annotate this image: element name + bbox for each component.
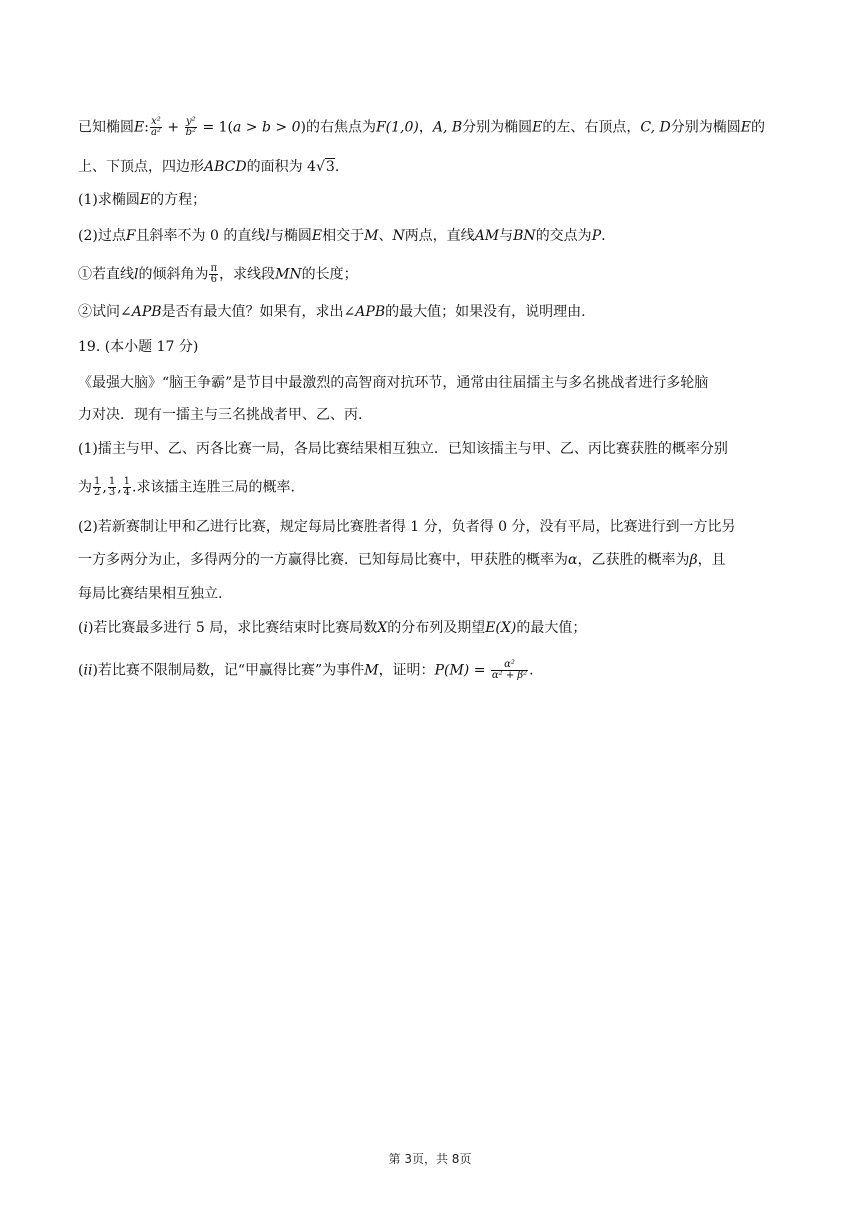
math: , <box>117 479 122 496</box>
text: 的面积为 4 <box>246 159 316 175</box>
problem18-sub1 <box>78 264 783 285</box>
fraction <box>185 117 197 138</box>
text: (1)求椭圆 <box>78 192 140 208</box>
text: 上、下顶点，四边形 <box>78 159 204 175</box>
text: (2)过点 <box>78 228 126 244</box>
text: ，证明： <box>378 662 435 679</box>
problem19-header: 19. (本小题 17 分) <box>78 339 199 355</box>
sqrt-sign: √ <box>315 159 325 175</box>
math: P <box>591 228 602 244</box>
text: 相交于 <box>322 228 365 244</box>
numerator: 1 <box>108 476 116 487</box>
math: X <box>377 620 388 636</box>
text: )若比赛最多进行 5 局，求比赛结束时比赛局数 <box>87 620 378 636</box>
text: 与 <box>499 228 514 244</box>
text: ， <box>418 119 433 136</box>
math: A, B <box>432 119 463 136</box>
problem19-p2-line3: 每局比赛结果相互独立. <box>78 586 223 602</box>
text: 已知椭圆 <box>78 119 134 136</box>
text: ，乙获胜的概率为 <box>577 552 690 568</box>
text: ( <box>78 620 84 636</box>
fraction <box>150 117 162 138</box>
math: M <box>364 228 379 244</box>
fraction <box>108 477 116 498</box>
text: 的最大值； <box>516 620 587 636</box>
math: β <box>689 552 698 568</box>
numerator: y² <box>185 116 196 127</box>
math: E <box>740 119 751 136</box>
numerator: 1 <box>94 476 101 487</box>
math: = 1( <box>198 119 233 136</box>
text: 两点，直线 <box>404 228 475 244</box>
fraction <box>491 660 528 681</box>
problem18-line1 <box>78 117 783 138</box>
problem18-part2 <box>78 226 783 246</box>
problem19-qii <box>78 660 783 681</box>
text: 且斜率不为 0 的直线 <box>135 228 266 244</box>
math: E <box>139 192 151 208</box>
numerator: α² <box>491 660 528 671</box>
text: 分别为椭圆 <box>670 119 741 136</box>
fraction <box>123 477 131 498</box>
math: : <box>144 119 149 136</box>
text: 为 <box>78 479 92 496</box>
math: i <box>83 620 88 636</box>
problem18-line2 <box>78 157 783 177</box>
math: E <box>311 228 323 244</box>
text: 的最大值；如果没有，说明理由. <box>385 304 586 320</box>
math: F <box>125 228 136 244</box>
fraction <box>93 477 101 498</box>
text: )若比赛不限制局数，记“甲赢得比赛”为事件 <box>92 662 365 679</box>
problem19-qi <box>78 618 783 638</box>
problem18-sub2 <box>78 302 783 322</box>
denominator: b² <box>185 127 196 138</box>
math: BN <box>513 228 536 244</box>
math: ABCD <box>204 159 247 175</box>
problem19-p2-line2 <box>78 550 783 570</box>
text: 一方多两分为止，多得两分的一方赢得比赛．已知每局比赛中，甲获胜的概率为 <box>78 552 568 568</box>
text: . <box>601 228 606 244</box>
denominator: 4 <box>123 487 131 498</box>
math: E <box>134 119 145 136</box>
math: ) <box>300 119 306 136</box>
math: 3 <box>325 159 335 175</box>
math: l <box>134 266 139 283</box>
text: . <box>334 159 340 175</box>
math: APB <box>131 304 162 320</box>
text: 分别为椭圆 <box>462 119 533 136</box>
text: 的右焦点为 <box>305 119 376 136</box>
text: 的左、右顶点， <box>542 119 641 136</box>
text: 的分布列及期望 <box>387 620 486 636</box>
denominator: a² <box>150 127 161 138</box>
text: .求该擂主连胜三局的概率. <box>132 479 295 496</box>
text: . <box>529 662 534 679</box>
text: 的倾斜角为 <box>138 266 209 283</box>
text: ②试问∠ <box>78 304 132 320</box>
math: M <box>364 662 379 679</box>
math: AM <box>474 228 500 244</box>
problem19-p1-line1: (1)擂主与甲、乙、丙各比赛一局，各局比赛结果相互独立．已知该擂主与甲、乙、丙比赛获胜的概率分别 <box>78 441 728 457</box>
math: APB <box>355 304 386 320</box>
math: + <box>162 119 184 136</box>
denominator: 2 <box>94 487 101 498</box>
math: l <box>265 228 270 244</box>
text: 与椭圆 <box>269 228 312 244</box>
text: ( <box>78 662 84 679</box>
fraction <box>209 264 218 285</box>
math: N <box>392 228 405 244</box>
problem19-intro2: 力对决．现有一擂主与三名挑战者甲、乙、丙. <box>78 407 363 423</box>
math: E <box>532 119 543 136</box>
denominator: 6 <box>210 274 217 285</box>
text: 是否有最大值？如果有，求出∠ <box>161 304 356 320</box>
text: ，且 <box>697 552 726 568</box>
numerator: x² <box>151 116 161 127</box>
problem19-p2-line1: (2)若新赛制让甲和乙进行比赛，规定每局比赛胜者得 1 分，负者得 0 分，没有平局，比赛进行到一方比另 <box>78 519 736 535</box>
text: 的交点为 <box>535 228 592 244</box>
page-footer: 第 3页，共 8页 <box>388 1152 472 1166</box>
text: 的方程； <box>150 192 207 208</box>
text: 的长度； <box>301 266 358 283</box>
math: a > b > 0 <box>233 119 301 136</box>
numerator: π <box>210 263 218 274</box>
text: 的 <box>750 119 765 136</box>
text: 、 <box>378 228 393 244</box>
math: F(1,0) <box>375 119 419 136</box>
math: α <box>568 552 578 568</box>
math: , <box>102 479 107 496</box>
problem19-intro1: 《最强大脑》“脑王争霸”是节目中最激烈的高智商对抗环节，通常由往届擂主与多名挑战者进行多轮脑 <box>78 375 709 391</box>
math: ii <box>83 662 93 679</box>
math: P(M) = <box>434 662 490 679</box>
problem18-part1 <box>78 190 783 210</box>
denominator: α² + β² <box>491 670 528 681</box>
math: C, D <box>640 119 671 136</box>
math: MN <box>275 266 302 283</box>
problem19-p1-line2 <box>78 477 783 498</box>
denominator: 3 <box>108 487 116 498</box>
math: E(X) <box>485 620 517 636</box>
numerator: 1 <box>123 476 131 487</box>
text: ①若直线 <box>78 266 134 283</box>
text: ，求线段 <box>219 266 276 283</box>
